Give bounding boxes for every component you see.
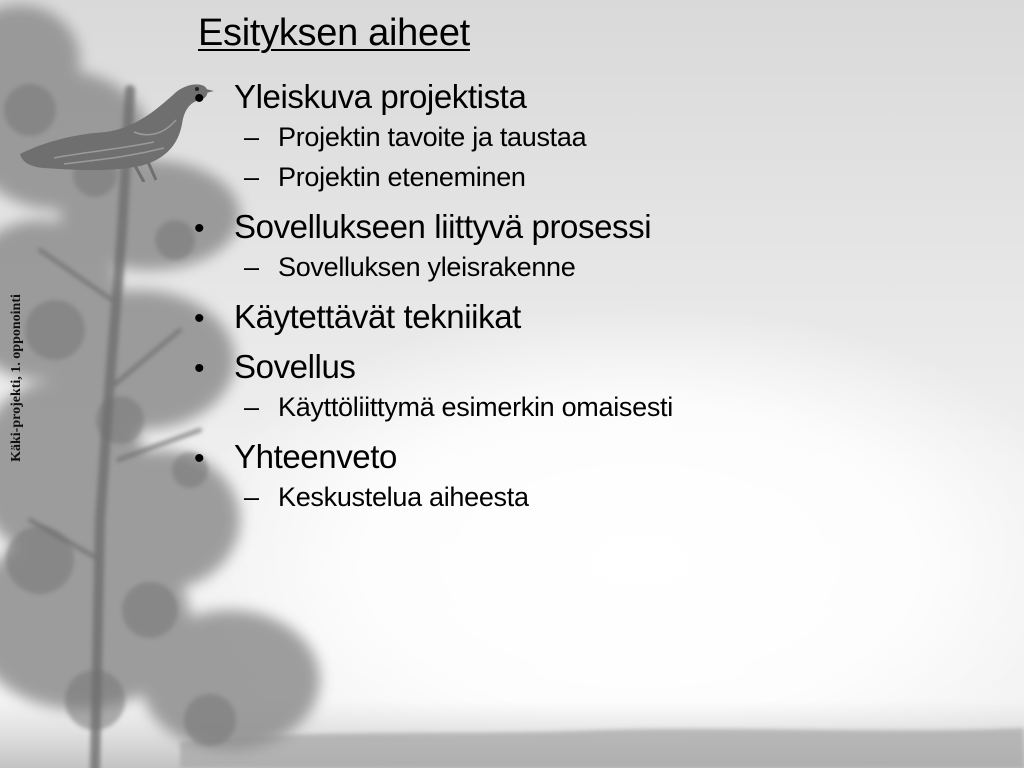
topic-item: [192, 78, 992, 202]
dash-icon: –: [244, 482, 259, 512]
subtopic-item: [192, 252, 992, 292]
bullet-icon: •: [194, 82, 205, 115]
subtopic-label: Keskustelua aiheesta: [278, 482, 529, 512]
side-caption-text: Käki-projekti, 1. opponointi: [9, 294, 24, 462]
bullet-icon: •: [194, 302, 205, 335]
cuckoo-bird-image: [14, 72, 214, 182]
topic-line: [192, 348, 992, 392]
topic-item: [192, 208, 992, 292]
topic-line: [192, 438, 992, 482]
topic-label: Käytettävät tekniikat: [234, 298, 521, 335]
subtopic-label: Projektin eteneminen: [278, 162, 526, 192]
subtopic-label: Projektin tavoite ja taustaa: [278, 122, 587, 152]
subtopic-label: Sovelluksen yleisrakenne: [278, 252, 576, 282]
topic-label: Yhteenveto: [234, 438, 397, 475]
topic-item: [192, 438, 992, 522]
topic-line: [192, 298, 992, 342]
dash-icon: –: [244, 122, 259, 152]
subtopic-item: [192, 482, 992, 522]
side-caption: [6, 258, 28, 498]
subtopic-item: [192, 122, 992, 162]
topic-label: Sovellus: [234, 348, 356, 385]
subtopic-item: [192, 392, 992, 432]
topic-list: [192, 78, 992, 528]
topic-line: [192, 208, 992, 252]
dash-icon: –: [244, 162, 259, 192]
dash-icon: –: [244, 252, 259, 282]
dash-icon: –: [244, 392, 259, 422]
slide-title: Esityksen aiheet: [198, 12, 470, 54]
topic-label: Sovellukseen liittyvä prosessi: [234, 208, 652, 245]
subtopic-label: Käyttöliittymä esimerkin omaisesti: [278, 392, 673, 422]
bullet-icon: •: [194, 442, 205, 475]
topic-item: [192, 298, 992, 342]
subtopic-item: [192, 162, 992, 202]
bullet-icon: •: [194, 212, 205, 245]
topic-label: Yleiskuva projektista: [234, 78, 527, 115]
topic-line: [192, 78, 992, 122]
bullet-icon: •: [194, 352, 205, 385]
topic-item: [192, 348, 992, 432]
